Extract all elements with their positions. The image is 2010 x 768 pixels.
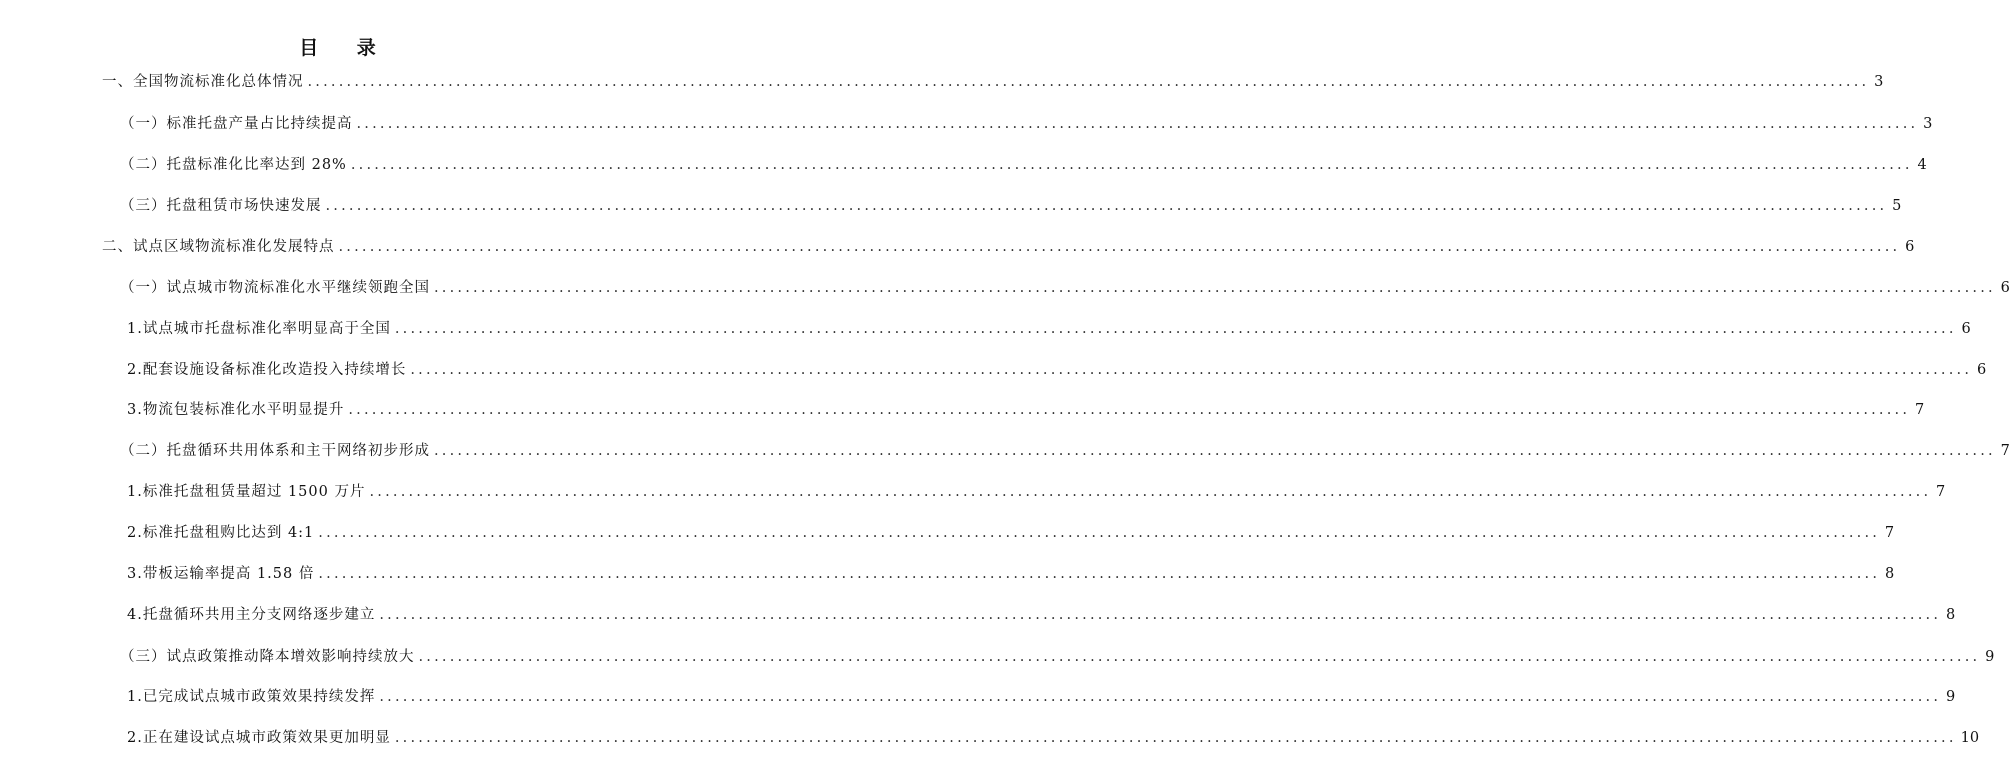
toc-entry[interactable] xyxy=(127,319,1971,339)
dot-leader: ........................................................................................................................................................................................................ xyxy=(394,730,1957,746)
toc-entry[interactable] xyxy=(127,523,1895,543)
toc-entry[interactable] xyxy=(120,196,1902,216)
toc-entry[interactable] xyxy=(127,400,1925,420)
dot-leader: ........................................................................................................................................................................................................ xyxy=(338,239,1901,255)
dot-leader: ........................................................................................................................................................................................................ xyxy=(356,116,1919,132)
dot-leader: ........................................................................................................................................................................................................ xyxy=(350,157,1913,173)
dot-leader: ........................................................................................................................................................................................................ xyxy=(325,198,1888,214)
toc-page-number: 9 xyxy=(1985,649,1995,665)
toc-page-number: 8 xyxy=(1884,566,1895,582)
dot-leader: ........................................................................................................................................................................................................ xyxy=(379,607,1942,623)
toc-page-number: 9 xyxy=(1945,689,1956,705)
dot-leader: ........................................................................................................................................................................................................ xyxy=(318,566,1881,582)
toc-entry[interactable] xyxy=(127,687,1956,707)
dot-leader: ........................................................................................................................................................................................................ xyxy=(418,649,1981,665)
toc-title: 目 录 xyxy=(299,37,392,59)
toc-entry-text: （三）托盘租赁市场快速发展 xyxy=(120,198,322,214)
dot-leader: ........................................................................................................................................................................................................ xyxy=(318,525,1881,541)
toc-entry[interactable] xyxy=(120,441,2010,461)
toc-entry-text: （一）标准托盘产量占比持续提高 xyxy=(120,116,353,132)
toc-entry-text: 3.物流包装标准化水平明显提升 xyxy=(127,402,345,418)
toc-entry[interactable] xyxy=(120,278,2010,298)
toc-entry[interactable] xyxy=(127,482,1946,502)
dot-leader: ........................................................................................................................................................................................................ xyxy=(394,321,1957,337)
toc-page-number: 6 xyxy=(1961,321,1971,337)
toc-page-number: 6 xyxy=(2000,280,2010,296)
toc-entry-text: 1.试点城市托盘标准化率明显高于全国 xyxy=(127,321,391,337)
toc-entry-text: 2.正在建设试点城市政策效果更加明显 xyxy=(127,730,391,746)
toc-page-number: 10 xyxy=(1960,730,1980,746)
toc-entry-text: （二）托盘标准化比率达到 28% xyxy=(120,157,347,173)
toc-page-number: 7 xyxy=(1884,525,1895,541)
toc-entry[interactable] xyxy=(120,114,1933,134)
toc-page-number: 7 xyxy=(1914,402,1925,418)
toc-entry[interactable] xyxy=(127,605,1956,625)
toc-page-number: 3 xyxy=(1923,116,1933,132)
toc-page-number: 7 xyxy=(2000,443,2010,459)
toc-entry-text: 4.托盘循环共用主分支网络逐步建立 xyxy=(127,607,376,623)
toc-page-number: 5 xyxy=(1892,198,1902,214)
toc-entry-text: 2.配套设施设备标准化改造投入持续增长 xyxy=(127,362,407,378)
toc-page-number: 6 xyxy=(1976,362,1987,378)
toc-entry-text: （一）试点城市物流标准化水平继续领跑全国 xyxy=(120,280,430,296)
toc-entry[interactable] xyxy=(102,72,1884,92)
toc-entry-text: 2.标准托盘租购比达到 4:1 xyxy=(127,525,315,541)
toc-entry[interactable] xyxy=(120,647,1995,667)
toc-page-number: 4 xyxy=(1917,157,1927,173)
dot-leader: ........................................................................................................................................................................................................ xyxy=(348,402,1911,418)
toc-page-number: 8 xyxy=(1945,607,1956,623)
dot-leader: ........................................................................................................................................................................................................ xyxy=(434,280,1996,296)
dot-leader: ........................................................................................................................................................................................................ xyxy=(307,74,1870,90)
toc-entry-text: （三）试点政策推动降本增效影响持续放大 xyxy=(120,649,415,665)
toc-entry-text: 1.已完成试点城市政策效果持续发挥 xyxy=(127,689,376,705)
toc-entry[interactable] xyxy=(120,155,1927,175)
toc-entry[interactable] xyxy=(102,237,1915,257)
dot-leader: ........................................................................................................................................................................................................ xyxy=(369,484,1932,500)
toc-page-number: 6 xyxy=(1905,239,1915,255)
toc-entry-text: 一、全国物流标准化总体情况 xyxy=(102,74,304,90)
toc-page-number: 3 xyxy=(1874,74,1884,90)
toc-entry-text: 1.标准托盘租赁量超过 1500 万片 xyxy=(127,484,366,500)
toc-entry[interactable] xyxy=(127,564,1895,584)
dot-leader: ........................................................................................................................................................................................................ xyxy=(410,362,1973,378)
dot-leader: ........................................................................................................................................................................................................ xyxy=(379,689,1942,705)
toc-entry[interactable] xyxy=(127,360,1987,380)
toc-entry-text: 二、试点区域物流标准化发展特点 xyxy=(102,239,335,255)
toc-entry-text: 3.带板运输率提高 1.58 倍 xyxy=(127,566,315,582)
toc-entry-text: （二）托盘循环共用体系和主干网络初步形成 xyxy=(120,443,430,459)
toc-page-number: 7 xyxy=(1936,484,1946,500)
dot-leader: ........................................................................................................................................................................................................ xyxy=(434,443,1996,459)
toc-entry[interactable] xyxy=(127,728,1980,748)
